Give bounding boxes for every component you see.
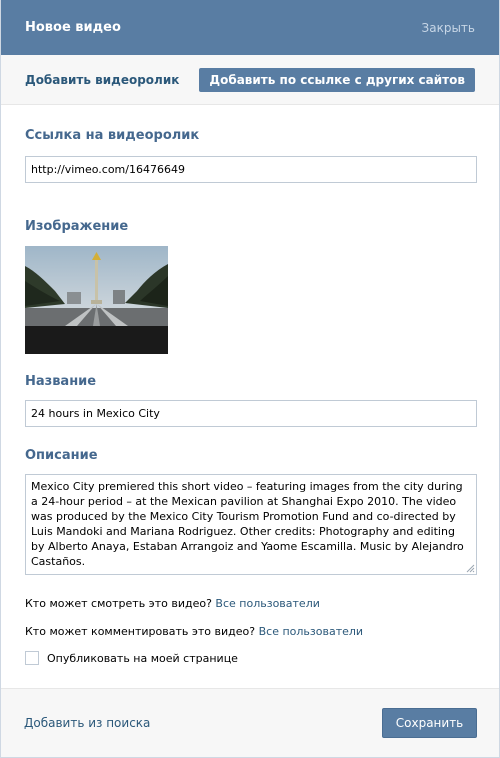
image-label: Изображение [25,219,129,234]
thumbnail-image [25,246,168,354]
view-permission-question: Кто может смотреть это видео? [25,597,212,610]
resize-grip-icon[interactable] [465,563,475,573]
dialog-title: Новое видео [25,20,121,35]
tab-bar [1,55,499,105]
description-textarea[interactable] [25,474,477,575]
tab-add-by-link[interactable]: Добавить по ссылке с других сайтов [199,68,475,92]
video-thumbnail[interactable] [25,246,168,354]
view-permission-link[interactable]: Все пользователи [215,597,320,610]
dialog-footer [1,688,499,757]
comment-permission-question: Кто может комментировать это видео? [25,625,256,638]
comment-permission-row [25,625,363,638]
save-button[interactable]: Сохранить [382,708,477,738]
description-label: Описание [25,448,98,463]
dialog-header [1,0,499,55]
video-title-input[interactable] [25,400,477,427]
view-permission-row [25,597,320,610]
publish-checkbox[interactable] [25,651,39,665]
publish-label[interactable]: Опубликовать на моей странице [47,651,238,665]
add-from-search-link[interactable]: Добавить из поиска [24,716,151,730]
tab-upload-video[interactable]: Добавить видеоролик [25,72,180,87]
link-label: Ссылка на видеоролик [25,128,200,143]
comment-permission-link[interactable]: Все пользователи [258,625,364,638]
title-label: Название [25,374,97,389]
video-link-input[interactable] [25,156,477,183]
close-link[interactable]: Закрыть [421,20,475,35]
publish-row [25,651,238,665]
